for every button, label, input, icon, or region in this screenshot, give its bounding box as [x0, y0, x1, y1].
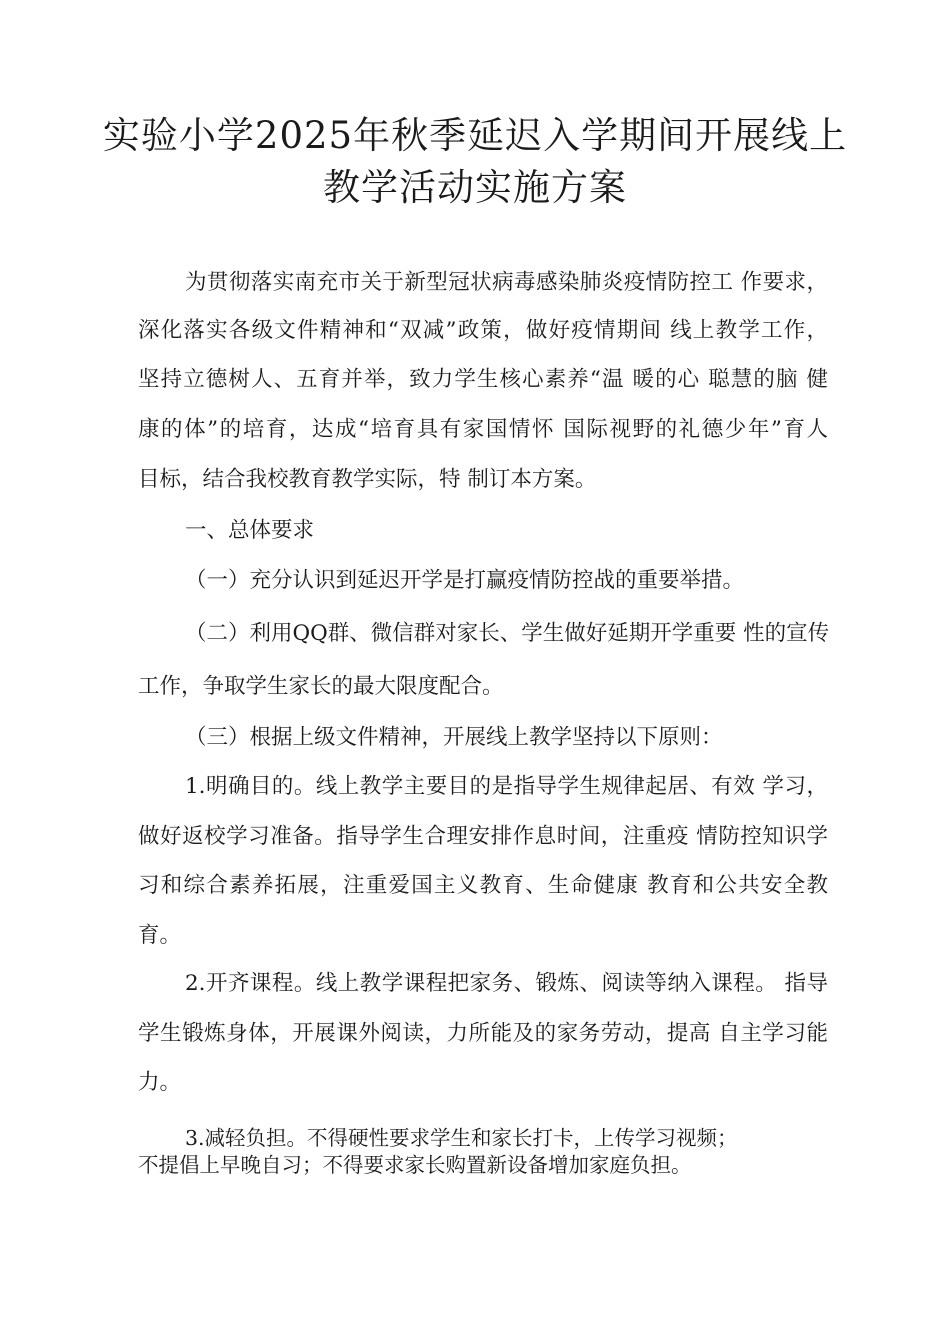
point-1-line-3: 习和综合素养拓展，注重爱国主义教育、生命健康 教育和公共安全教 [138, 873, 828, 898]
document-title-line-2: 教学活动实施方案 [323, 166, 627, 209]
point-1-line-2: 做好返校学习准备。指导学生合理安排作息时间，注重疫 情防控知识学 [138, 824, 828, 849]
item-1: （一）充分认识到延迟开学是打赢疫情防控战的重要举措。 [185, 568, 745, 593]
point-1-line-1: 1.明确目的。线上教学主要目的是指导学生规律起居、有效 学习， [185, 774, 828, 799]
intro-line-1: 为贯彻落实南充市关于新型冠状病毒感染肺炎疫情防控工 作要求， [185, 270, 828, 295]
intro-line-4: 康的体”的培育，达成“培育具有家国情怀 国际视野的礼德少年”育人 [138, 417, 828, 442]
section-heading: 一、总体要求 [185, 518, 315, 543]
point-3-line-1: 3.减轻负担。不得硬性要求学生和家长打卡，上传学习视频； [185, 1126, 738, 1150]
item-3: （三）根据上级文件精神，开展线上教学坚持以下原则： [185, 725, 723, 750]
intro-line-2: 深化落实各级文件精神和“双减”政策，做好疫情期间 线上教学工作， [138, 318, 828, 343]
item-2-line-2: 工作，争取学生家长的最大限度配合。 [138, 674, 504, 699]
item-2-line-1: （二）利用QQ群、微信群对家长、学生做好延期开学重要 性的宣传 [185, 621, 830, 646]
point-3-line-2: 不提倡上早晚自习；不得要求家长购置新设备增加家庭负担。 [138, 1153, 692, 1177]
document-title-line-1: 实验小学2025年秋季延迟入学期间开展线上 [102, 114, 848, 157]
point-1-line-4: 育。 [138, 923, 182, 948]
intro-line-3: 坚持立德树人、五育并举，致力学生核心素养“温 暖的心 聪慧的脑 健 [138, 367, 828, 392]
point-2-line-1: 2.开齐课程。线上教学课程把家务、锻炼、阅读等纳入课程。 指导 [185, 971, 828, 996]
point-2-line-3: 力。 [138, 1070, 182, 1095]
intro-line-5: 目标，结合我校教育教学实际，特 制订本方案。 [138, 467, 597, 492]
point-2-line-2: 学生锻炼身体，开展课外阅读，力所能及的家务劳动，提高 自主学习能 [138, 1021, 828, 1046]
